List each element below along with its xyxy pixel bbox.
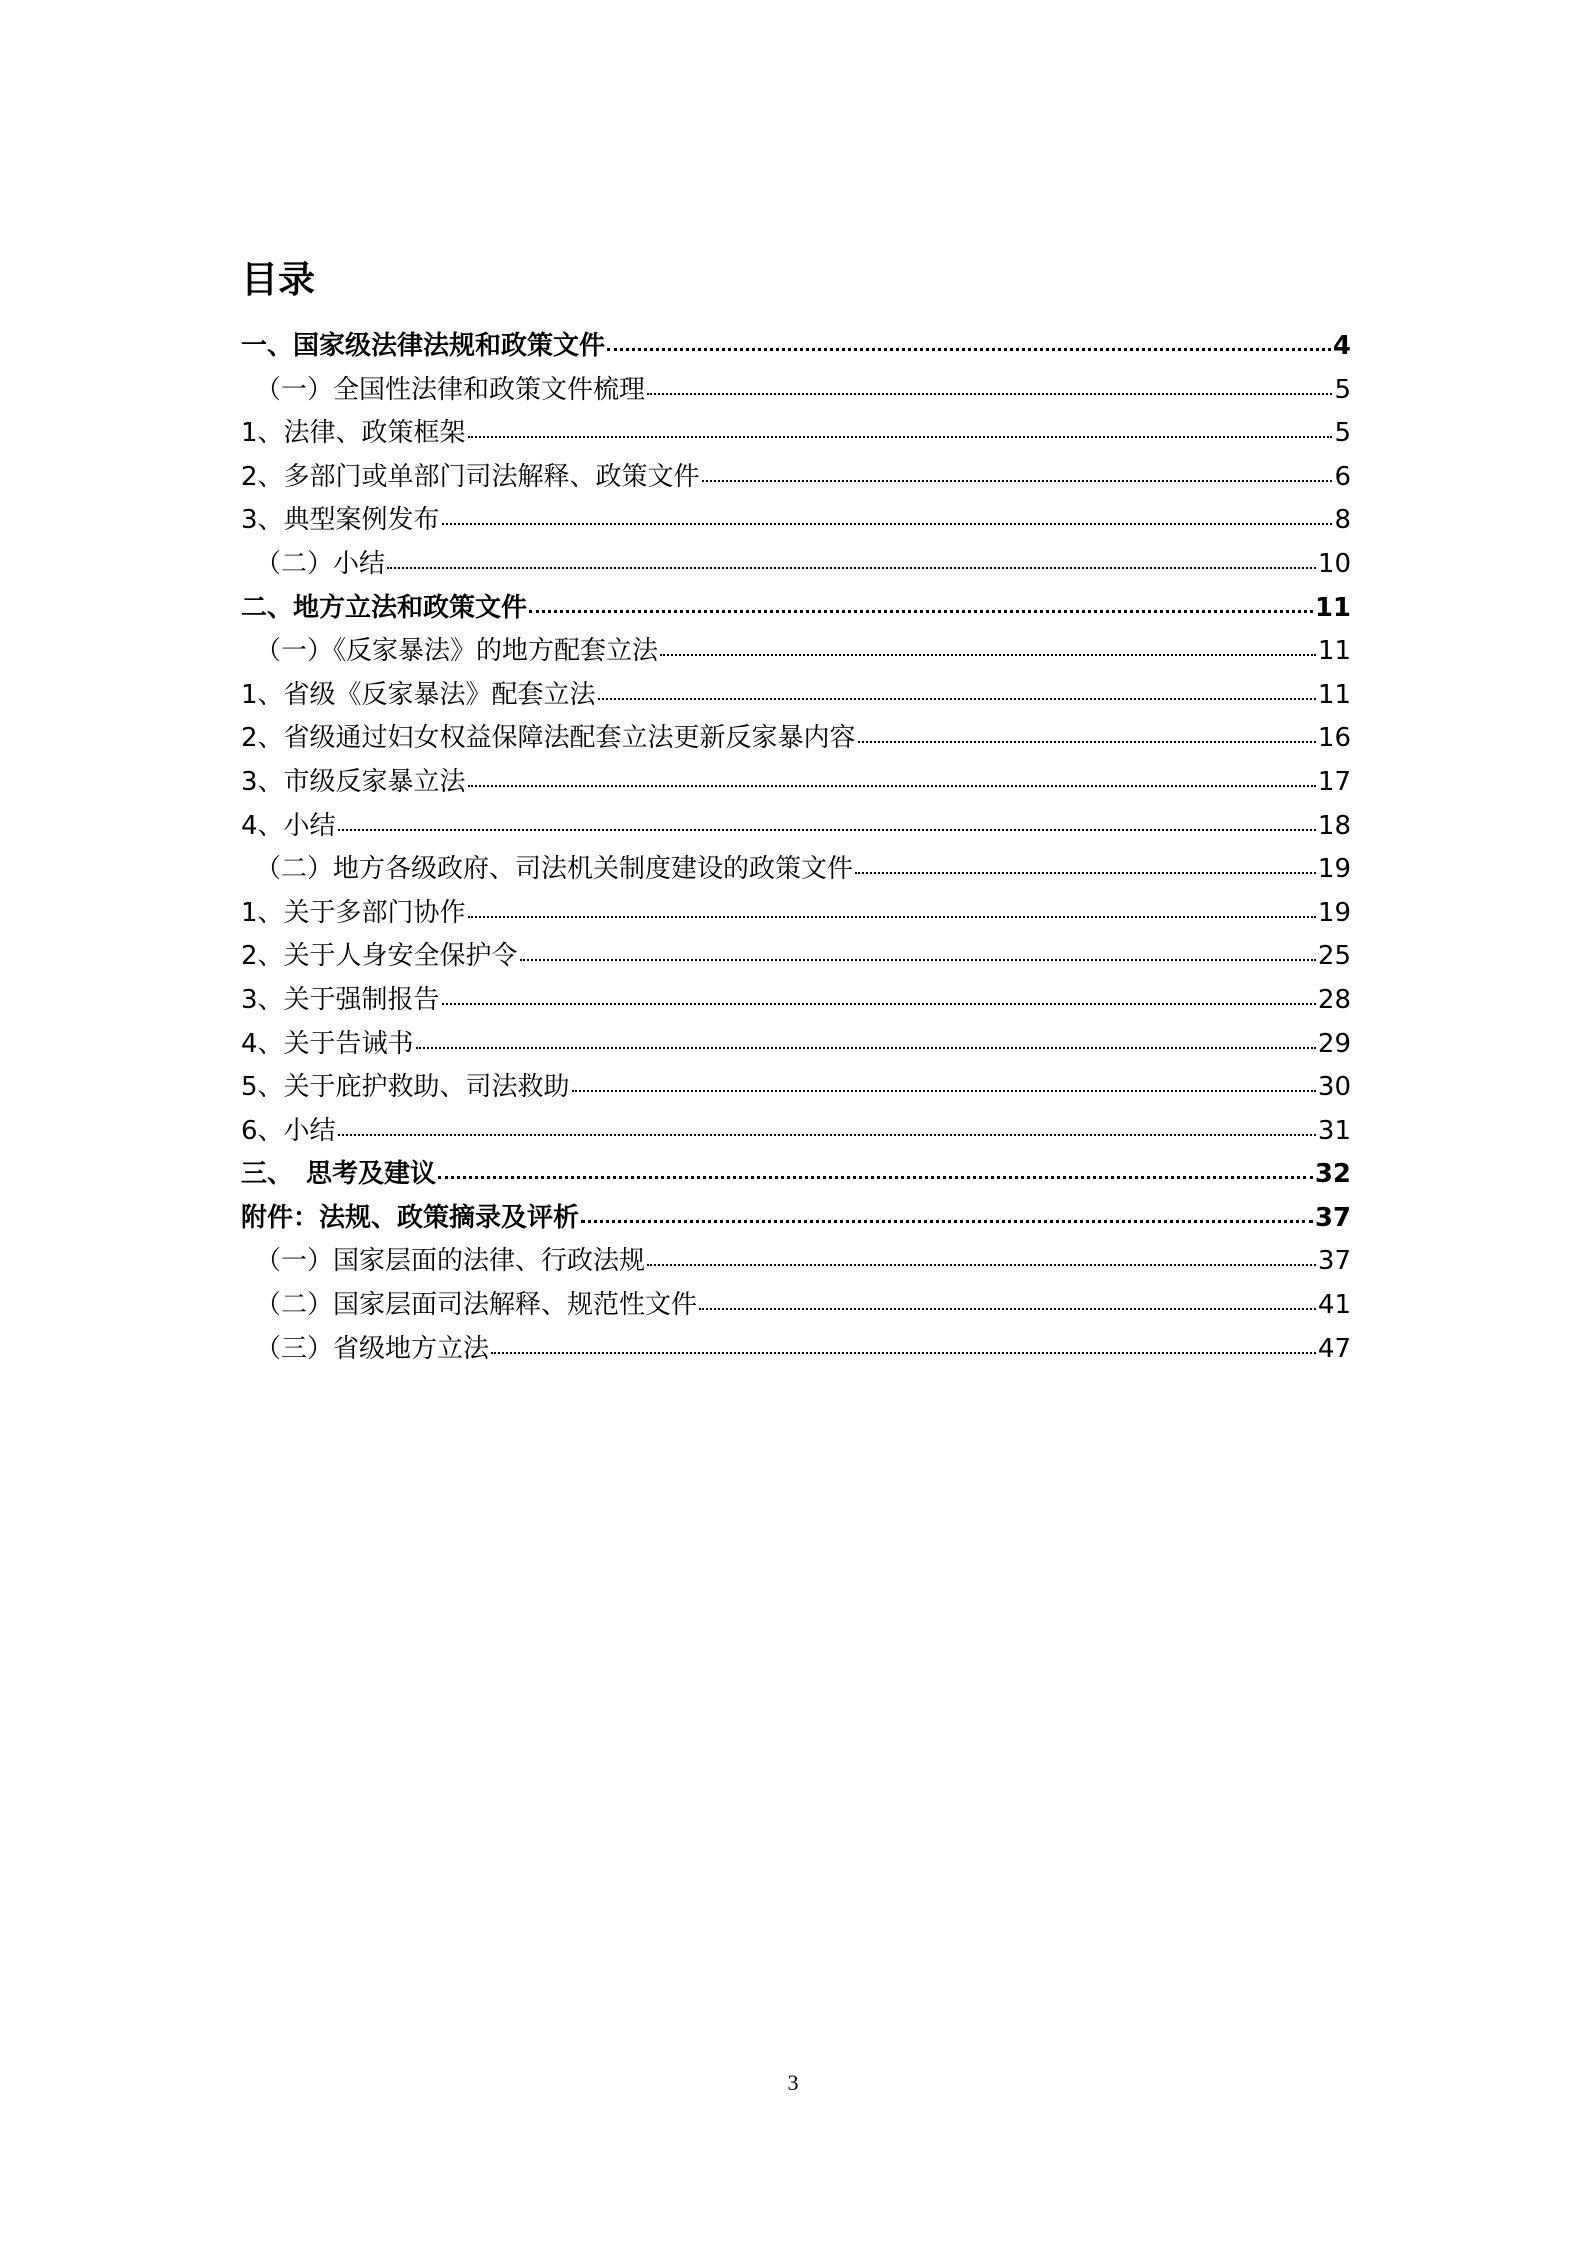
toc-entry-page-number: 30 bbox=[1317, 1072, 1351, 1103]
toc-entry[interactable] bbox=[241, 935, 1351, 979]
toc-entry-page-number: 19 bbox=[1317, 897, 1351, 928]
toc-dot-leader bbox=[416, 1047, 1316, 1049]
toc-entry-page-number: 41 bbox=[1317, 1290, 1351, 1321]
toc-entry-title: 1、法律、政策框架 bbox=[241, 418, 466, 449]
toc-entry[interactable] bbox=[241, 1328, 1351, 1372]
toc-entry-page-number: 11 bbox=[1317, 636, 1351, 667]
toc-entry-page-number: 19 bbox=[1317, 854, 1351, 885]
toc-dot-leader bbox=[468, 916, 1316, 918]
toc-entry-page-number: 31 bbox=[1317, 1115, 1351, 1146]
toc-entry-title: （一）全国性法律和政策文件梳理 bbox=[255, 374, 646, 405]
toc-entry[interactable] bbox=[241, 369, 1351, 413]
toc-entry[interactable] bbox=[241, 543, 1351, 587]
toc-entry-title: 5、关于庇护救助、司法救助 bbox=[241, 1072, 570, 1103]
toc-entry-page-number: 32 bbox=[1314, 1159, 1351, 1190]
toc-dot-leader bbox=[855, 872, 1316, 874]
toc-entry[interactable] bbox=[241, 630, 1351, 674]
toc-entry[interactable] bbox=[241, 674, 1351, 718]
page-number: 3 bbox=[787, 2070, 799, 2095]
toc-entry[interactable] bbox=[241, 848, 1351, 892]
toc-entry[interactable] bbox=[241, 1066, 1351, 1110]
toc-entry-title: 2、省级通过妇女权益保障法配套立法更新反家暴内容 bbox=[241, 723, 856, 754]
toc-entry-page-number: 29 bbox=[1317, 1028, 1351, 1059]
toc-entry-title: 4、关于告诫书 bbox=[241, 1028, 414, 1059]
toc-dot-leader bbox=[572, 1090, 1316, 1092]
toc-entry[interactable] bbox=[241, 1284, 1351, 1328]
toc-entry-page-number: 17 bbox=[1317, 766, 1351, 797]
toc-entry-page-number: 18 bbox=[1317, 810, 1351, 841]
toc-entry-page-number: 6 bbox=[1334, 461, 1351, 492]
toc-entry[interactable] bbox=[241, 717, 1351, 761]
toc-entry-title: 三、 思考及建议 bbox=[241, 1159, 437, 1190]
toc-entry-title: （二）小结 bbox=[255, 548, 386, 579]
toc-entry-title: 1、省级《反家暴法》配套立法 bbox=[241, 679, 596, 710]
toc-dot-leader bbox=[598, 698, 1316, 700]
toc-dot-leader bbox=[442, 523, 1333, 525]
toc-entry-page-number: 37 bbox=[1314, 1202, 1351, 1233]
toc-entry-title: 一、国家级法律法规和政策文件 bbox=[241, 331, 606, 361]
toc-entry-page-number: 47 bbox=[1317, 1333, 1351, 1364]
toc-dot-leader bbox=[607, 348, 1331, 351]
toc-dot-leader bbox=[387, 567, 1316, 569]
toc-entry-page-number: 11 bbox=[1314, 592, 1351, 623]
toc-dot-leader bbox=[338, 1134, 1316, 1136]
toc-entry[interactable] bbox=[241, 499, 1351, 543]
toc-entry-title: 2、多部门或单部门司法解释、政策文件 bbox=[241, 461, 700, 492]
toc-dot-leader bbox=[581, 1220, 1313, 1223]
toc-entry-title: （二）国家层面司法解释、规范性文件 bbox=[255, 1290, 698, 1321]
toc-entry-title: （一）国家层面的法律、行政法规 bbox=[255, 1246, 646, 1277]
toc-entry-page-number: 11 bbox=[1317, 679, 1351, 710]
toc-entry-title: 3、市级反家暴立法 bbox=[241, 766, 466, 797]
toc-entry-page-number: 4 bbox=[1332, 331, 1351, 361]
toc-entry-title: 4、小结 bbox=[241, 810, 336, 841]
toc-dot-leader bbox=[702, 480, 1333, 482]
toc-entry[interactable] bbox=[241, 805, 1351, 849]
toc-entry-title: 1、关于多部门协作 bbox=[241, 897, 466, 928]
toc-entry-page-number: 28 bbox=[1317, 984, 1351, 1015]
toc-entry-page-number: 37 bbox=[1317, 1246, 1351, 1277]
toc-dot-leader bbox=[468, 785, 1316, 787]
toc-entry-page-number: 16 bbox=[1317, 723, 1351, 754]
toc-entry-page-number: 25 bbox=[1317, 941, 1351, 972]
toc-entry-title: 二、地方立法和政策文件 bbox=[241, 592, 528, 623]
toc-entry-title: 3、关于强制报告 bbox=[241, 984, 440, 1015]
toc-dot-leader bbox=[647, 393, 1332, 395]
toc-entry[interactable] bbox=[241, 1240, 1351, 1284]
page-title: 目录 bbox=[241, 258, 315, 301]
toc-entry[interactable] bbox=[241, 1197, 1351, 1241]
toc-entry[interactable] bbox=[241, 761, 1351, 805]
toc-dot-leader bbox=[660, 654, 1316, 656]
toc-entry-page-number: 5 bbox=[1334, 374, 1351, 405]
toc-entry[interactable] bbox=[241, 892, 1351, 936]
toc-entry-title: （一）《反家暴法》的地方配套立法 bbox=[255, 636, 659, 667]
toc-dot-leader bbox=[338, 829, 1316, 831]
toc-entry-title: 3、典型案例发布 bbox=[241, 505, 440, 536]
toc-entry[interactable] bbox=[241, 1023, 1351, 1067]
toc-entry-page-number: 8 bbox=[1334, 505, 1351, 536]
toc-entry-title: 6、小结 bbox=[241, 1115, 336, 1146]
toc-entry[interactable] bbox=[241, 1153, 1351, 1197]
toc-entry[interactable] bbox=[241, 456, 1351, 500]
toc-entry[interactable] bbox=[241, 979, 1351, 1023]
toc-entry[interactable] bbox=[241, 1110, 1351, 1154]
toc-dot-leader bbox=[438, 1176, 1313, 1179]
toc-dot-leader bbox=[491, 1352, 1316, 1354]
toc-dot-leader bbox=[858, 741, 1316, 743]
toc-entry[interactable] bbox=[241, 587, 1351, 631]
toc-entry-title: 附件：法规、政策摘录及评析 bbox=[241, 1202, 580, 1233]
toc-dot-leader bbox=[699, 1308, 1316, 1310]
toc-dot-leader bbox=[647, 1264, 1316, 1266]
toc-entry-page-number: 5 bbox=[1334, 418, 1351, 449]
toc-dot-leader bbox=[468, 436, 1333, 438]
toc-entry-title: （二）地方各级政府、司法机关制度建设的政策文件 bbox=[255, 854, 854, 885]
toc-entry-title: （三）省级地方立法 bbox=[255, 1333, 490, 1364]
toc-dot-leader bbox=[442, 1003, 1316, 1005]
toc-dot-leader bbox=[529, 610, 1313, 613]
toc-dot-leader bbox=[520, 959, 1316, 961]
toc-entry[interactable] bbox=[241, 412, 1351, 456]
toc-entry-page-number: 10 bbox=[1317, 548, 1351, 579]
toc-entry[interactable] bbox=[241, 325, 1351, 369]
toc-entry-title: 2、关于人身安全保护令 bbox=[241, 941, 518, 972]
table-of-contents bbox=[241, 325, 1351, 1371]
